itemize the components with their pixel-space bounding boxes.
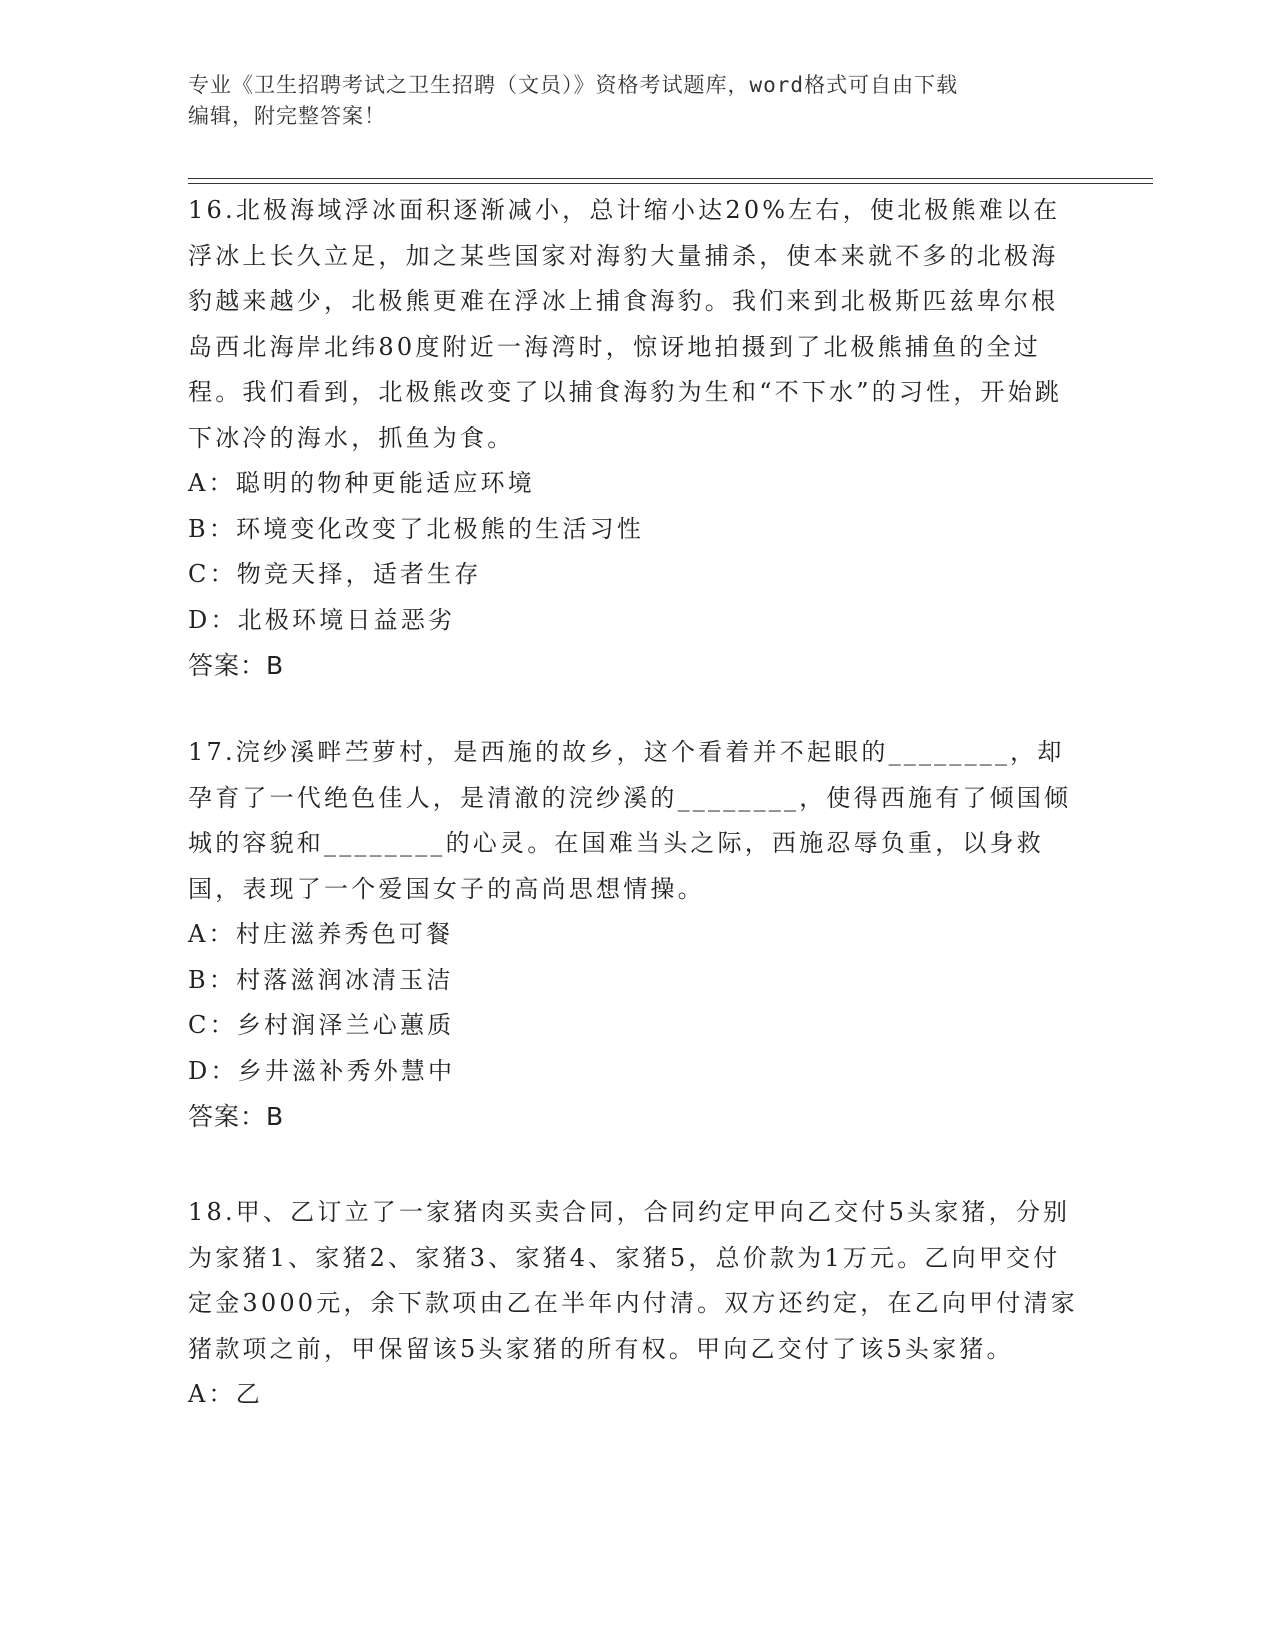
question-text: 18.甲、乙订立了一家猪肉买卖合同，合同约定甲向乙交付5头家猪，分别为家猪1、家猪2、家猪3、家猪4、家猪5，总价款为1万元。乙向甲交付定金3000元，余下款项由乙在半年内付清。双方还约定，在乙向甲付清家猪款项之前，甲保留该5头家猪的所有权。甲向乙交付了该5头家猪。	[188, 1198, 1078, 1363]
question-18	[188, 1190, 1078, 1418]
answer: 答案：B	[188, 651, 285, 680]
option-c: C：物竞天择，适者生存	[188, 560, 482, 588]
option-b: B：环境变化改变了北极熊的生活习性	[188, 514, 645, 543]
option-d: D：北极环境日益恶劣	[188, 605, 456, 634]
option-a: A：聪明的物种更能适应环境	[188, 469, 535, 497]
option-a: A：村庄滋养秀色可餐	[188, 920, 454, 948]
option-a: A：乙	[188, 1380, 263, 1408]
answer: 答案：B	[188, 1102, 285, 1131]
header-rule-bottom	[188, 183, 1153, 184]
document-header	[188, 70, 1088, 132]
question-16	[188, 188, 1078, 689]
option-d: D：乡井滋补秀外慧中	[188, 1056, 456, 1085]
question-text: 17.浣纱溪畔苎萝村，是西施的故乡，这个看着并不起眼的________，却孕育了一代绝色佳人，是清澈的浣纱溪的________，使得西施有了倾国倾城的容貌和________的心灵。在国难当头之际，西施忍辱负重，以身救国，表现了一个爱国女子的高尚思想情操。	[188, 738, 1072, 903]
option-b: B：村落滋润冰清玉洁	[188, 965, 454, 994]
header-line-2: 编辑，附完整答案！	[188, 104, 386, 128]
header-rule-top	[188, 178, 1153, 179]
question-17	[188, 730, 1078, 1140]
header-line-1: 专业《卫生招聘考试之卫生招聘（文员）》资格考试题库，word格式可自由下载	[188, 73, 959, 97]
question-text: 16.北极海域浮冰面积逐渐减小，总计缩小达20%左右，使北极熊难以在浮冰上长久立足，加之某些国家对海豹大量捕杀，使本来就不多的北极海豹越来越少，北极熊更难在浮冰上捕食海豹。我们来到北极斯匹兹卑尔根岛西北海岸北纬80度附近一海湾时，惊讶地拍摄到了北极熊捕鱼的全过程。我们看到，北极熊改变了以捕食海豹为生和“不下水”的习性，开始跳下冰冷的海水，抓鱼为食。	[188, 196, 1063, 452]
option-c: C：乡村润泽兰心蕙质	[188, 1011, 455, 1039]
